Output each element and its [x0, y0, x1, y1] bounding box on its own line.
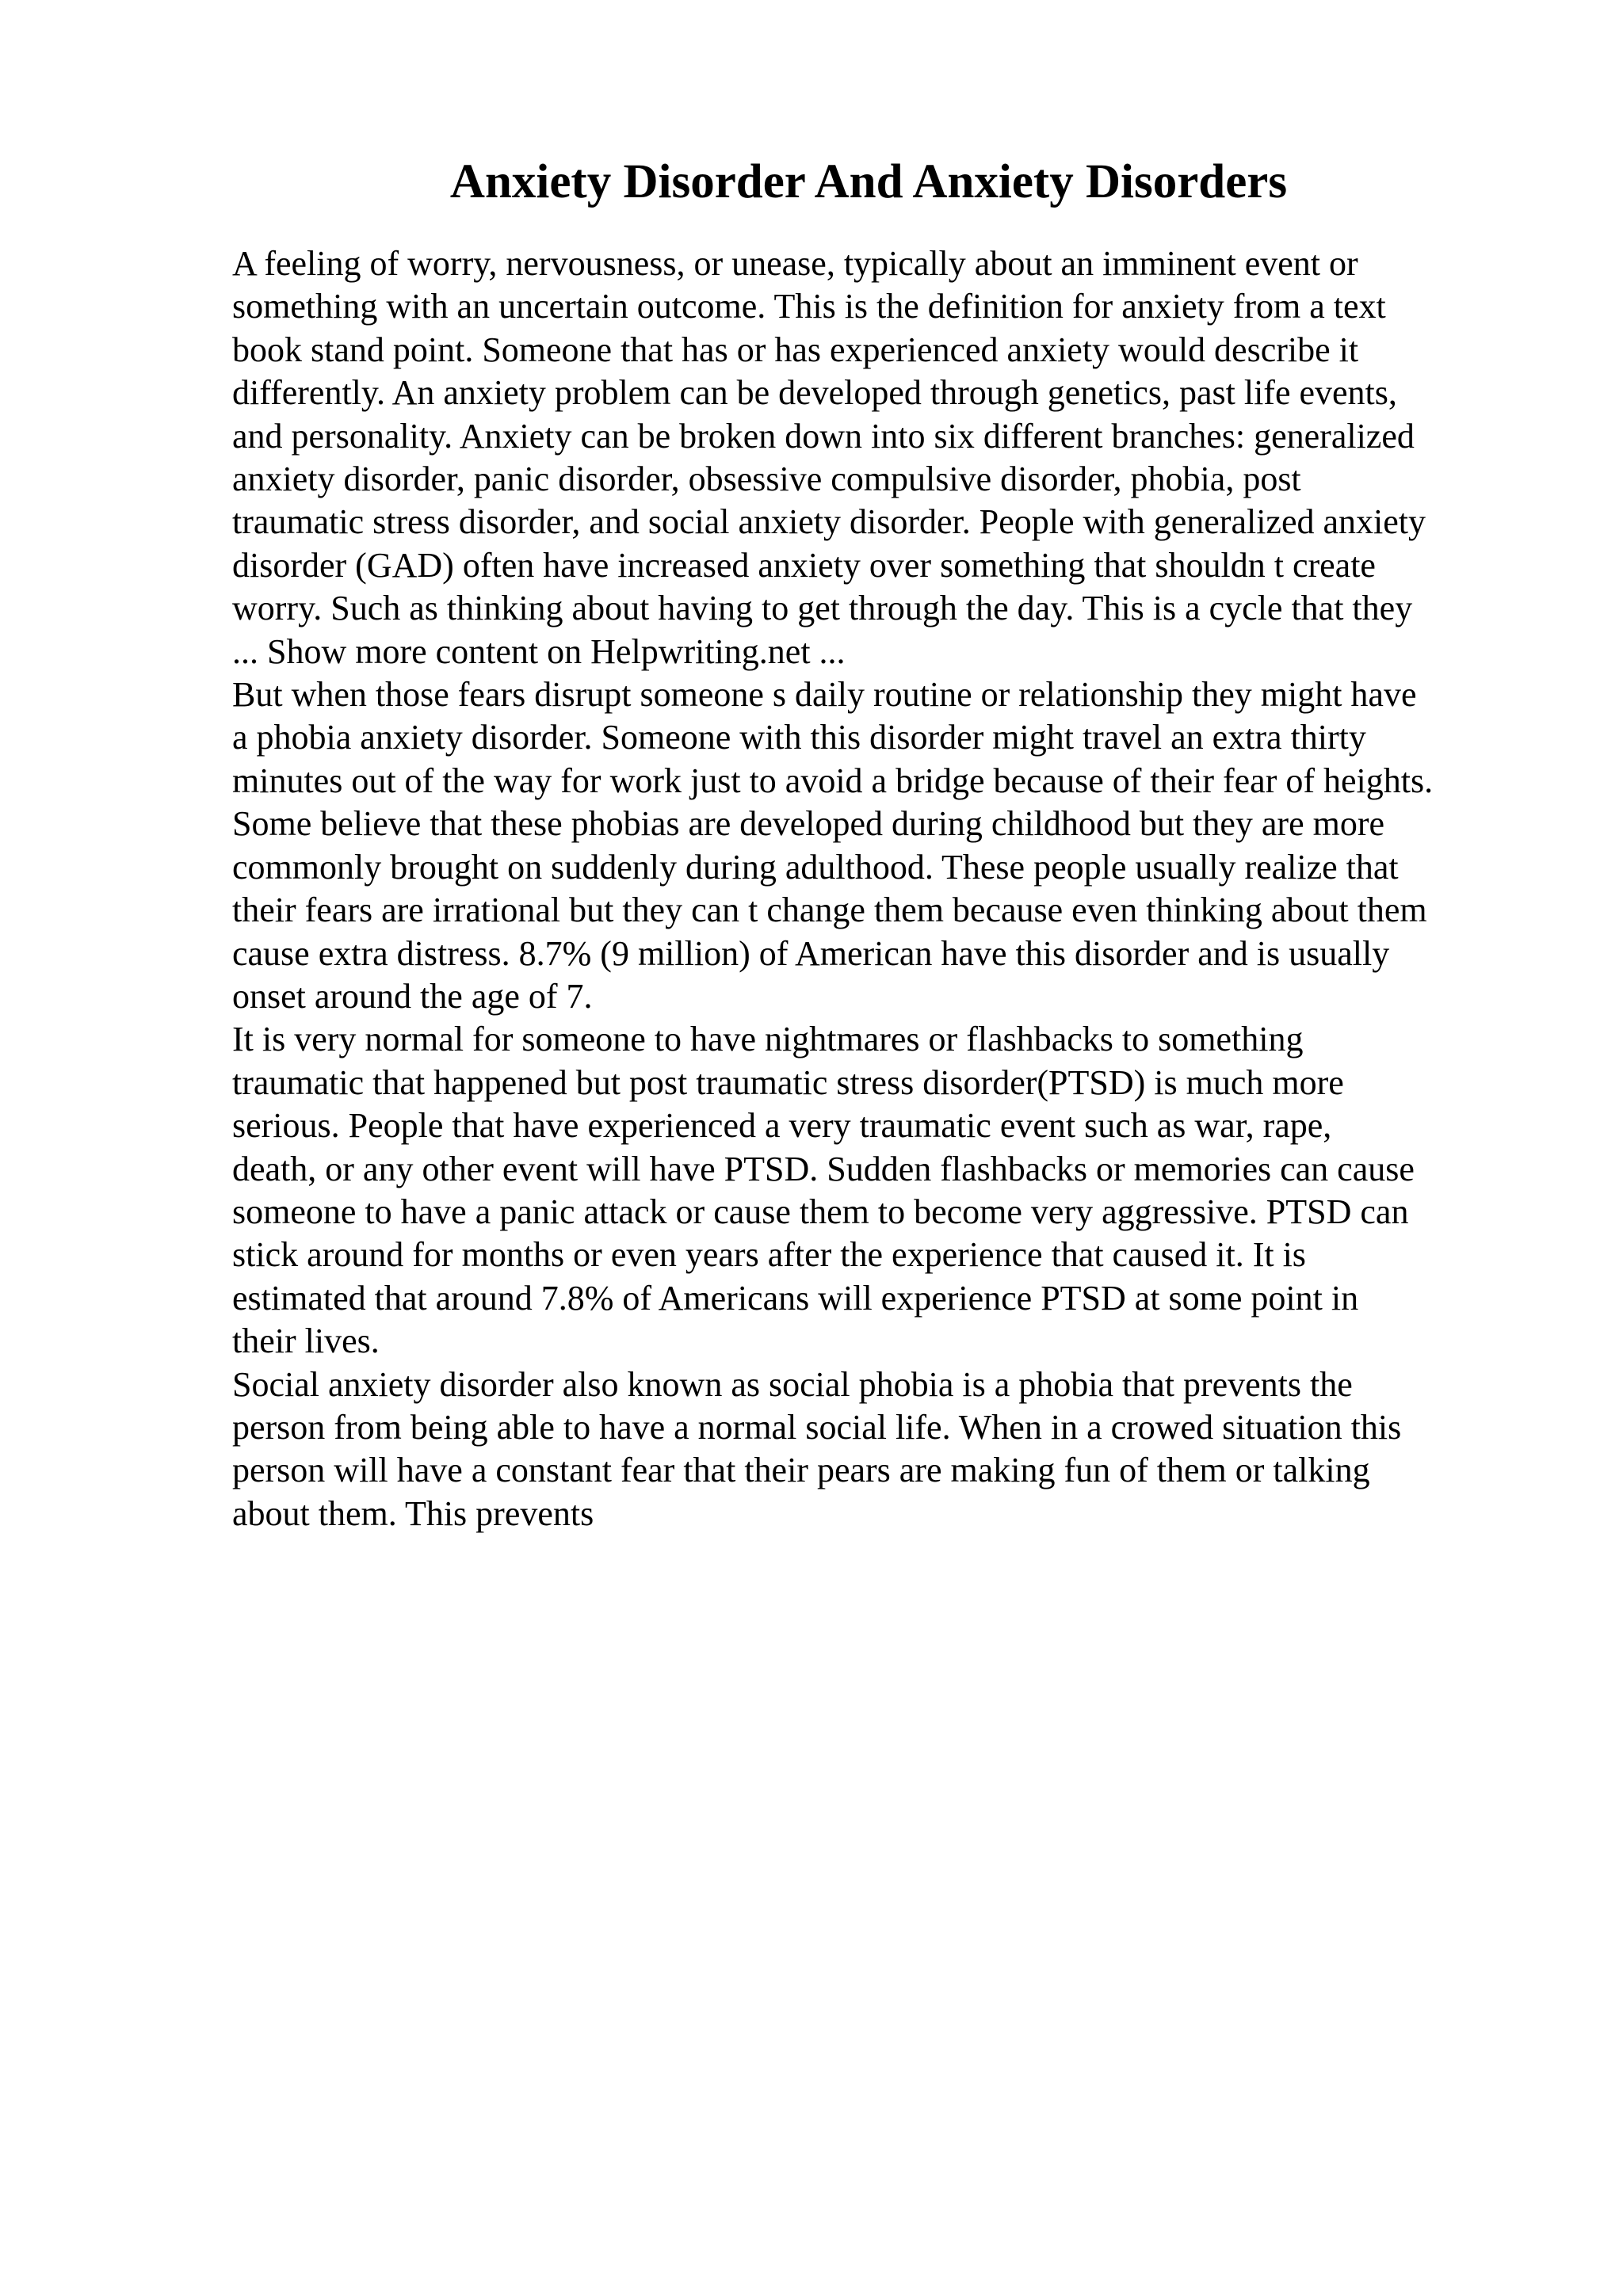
body-line: serious. People that have experienced a very traumatic event such as war, rape,: [232, 1106, 1332, 1146]
document-body: [232, 242, 1595, 1535]
body-line: traumatic that happened but post traumatic stress disorder(PTSD) is much more: [232, 1062, 1344, 1102]
body-line: disorder (GAD) often have increased anxiety over something that shouldn t create: [232, 545, 1376, 585]
body-line: death, or any other event will have PTSD. Sudden flashbacks or memories can cause: [232, 1149, 1415, 1188]
body-line: traumatic stress disorder, and social anxiety disorder. People with generalized anxiety: [232, 502, 1426, 542]
body-line: their lives.: [232, 1322, 380, 1361]
body-line: a phobia anxiety disorder. Someone with this disorder might travel an extra thirty: [232, 718, 1366, 757]
body-line: book stand point. Someone that has or has experienced anxiety would describe it: [232, 330, 1359, 369]
body-line: about them. This prevents: [232, 1493, 594, 1533]
body-line: differently. An anxiety problem can be developed through genetics, past life events,: [232, 373, 1397, 413]
body-line: estimated that around 7.8% of Americans will experience PTSD at some point in: [232, 1278, 1359, 1318]
body-line: commonly brought on suddenly during adulthood. These people usually realize that: [232, 847, 1399, 887]
body-line: someone to have a panic attack or cause them to become very aggressive. PTSD can: [232, 1192, 1409, 1231]
body-line: Some believe that these phobias are developed during childhood but they are more: [232, 804, 1384, 844]
body-line: and personality. Anxiety can be broken down into six different branches: generalized: [232, 416, 1415, 456]
body-line: It is very normal for someone to have nightmares or flashbacks to something: [232, 1020, 1304, 1059]
body-line: minutes out of the way for work just to avoid a bridge because of their fear of heights.: [232, 761, 1434, 800]
body-line: worry. Such as thinking about having to get through the day. This is a cycle that they: [232, 589, 1413, 628]
body-line: something with an uncertain outcome. This is the definition for anxiety from a text: [232, 287, 1386, 326]
body-line: person from being able to have a normal social life. When in a crowed situation this: [232, 1407, 1402, 1447]
body-line: Social anxiety disorder also known as social phobia is a phobia that prevents the: [232, 1364, 1353, 1404]
body-line: their fears are irrational but they can t change them because even thinking about them: [232, 891, 1427, 930]
show-more-link[interactable]: ... Show more content on Helpwriting.net ...: [232, 631, 846, 671]
body-line: A feeling of worry, nervousness, or unease, typically about an imminent event or: [232, 244, 1358, 283]
body-line: But when those fears disrupt someone s daily routine or relationship they might have: [232, 675, 1417, 715]
body-line: cause extra distress. 8.7% (9 million) of American have this disorder and is usually: [232, 933, 1390, 973]
body-line: anxiety disorder, panic disorder, obsessive compulsive disorder, phobia, post: [232, 460, 1301, 499]
body-line: person will have a constant fear that their pears are making fun of them or talking: [232, 1451, 1370, 1490]
document-title: Anxiety Disorder And Anxiety Disorders: [449, 155, 1288, 208]
body-line: onset around the age of 7.: [232, 976, 593, 1016]
body-line: stick around for months or even years after the experience that caused it. It is: [232, 1235, 1306, 1275]
